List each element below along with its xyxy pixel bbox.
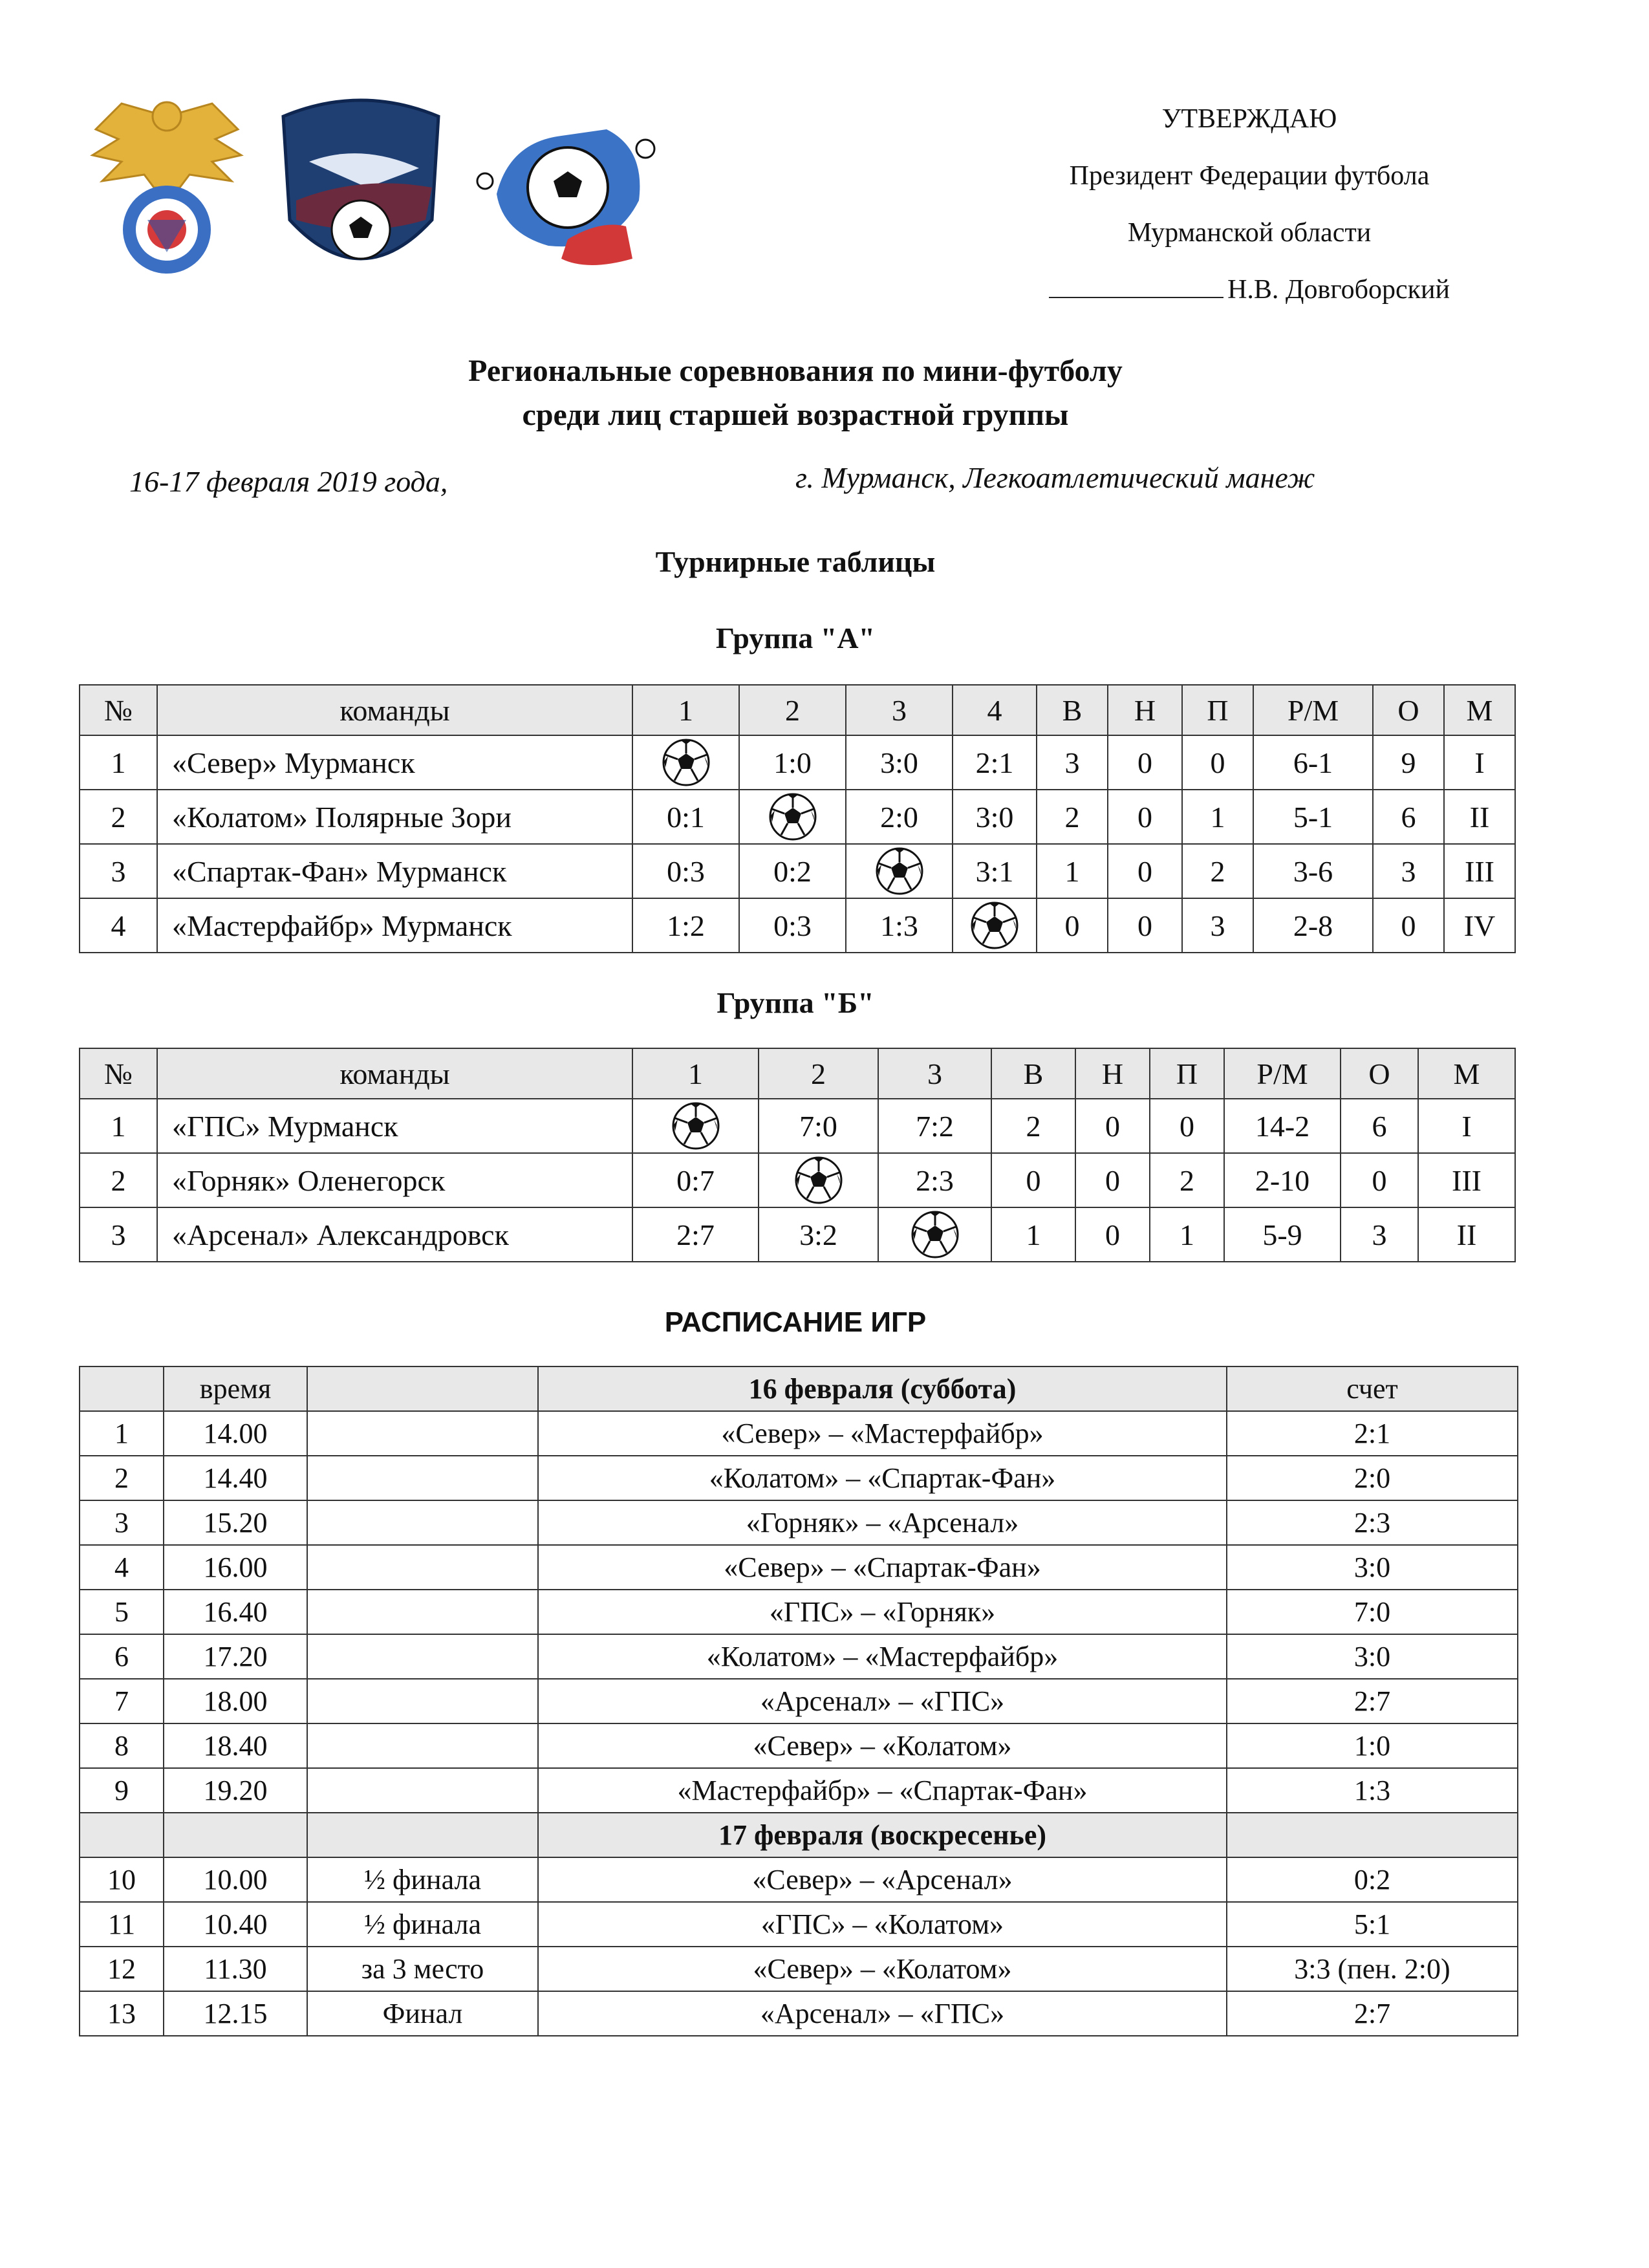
soccer-ball-icon	[759, 1153, 878, 1207]
soccer-ball-icon	[632, 735, 739, 790]
match-time: 19.20	[164, 1768, 307, 1813]
match-time: 16.40	[164, 1590, 307, 1634]
match-teams: «Север» – «Колатом»	[538, 1723, 1227, 1768]
table-cell: 2	[80, 790, 157, 844]
table-cell: 0:7	[632, 1153, 759, 1207]
table-cell: 1:0	[739, 735, 846, 790]
table-cell: III	[1418, 1153, 1515, 1207]
match-stage: за 3 место	[307, 1947, 538, 1991]
table-cell: 2-10	[1224, 1153, 1341, 1207]
match-number: 11	[80, 1902, 164, 1947]
table-cell: I	[1444, 735, 1515, 790]
match-stage: ½ финала	[307, 1902, 538, 1947]
match-number: 7	[80, 1679, 164, 1723]
match-time: 14.40	[164, 1456, 307, 1500]
table-cell: 0	[1075, 1099, 1150, 1153]
title-line1: Региональные соревнования по мини-футболу	[468, 354, 1123, 388]
group-a-header-cell: 4	[953, 685, 1037, 735]
table-cell: 7:2	[878, 1099, 991, 1153]
group-a-title: Группа "А"	[715, 621, 876, 654]
table-cell: 6-1	[1253, 735, 1373, 790]
standings-title: Турнирные таблицы	[655, 545, 936, 578]
table-cell: 3	[1182, 898, 1253, 953]
group-b-header-cell: 2	[759, 1048, 878, 1099]
match-stage	[307, 1723, 538, 1768]
schedule-header-time: время	[164, 1366, 307, 1411]
team-name: «Горняк» Оленегорск	[157, 1153, 632, 1207]
table-cell: 0	[1108, 790, 1182, 844]
table-cell: 3:0	[953, 790, 1037, 844]
match-stage	[307, 1679, 538, 1723]
match-score: 1:0	[1227, 1723, 1518, 1768]
match-number: 10	[80, 1857, 164, 1902]
day-blank	[1227, 1813, 1518, 1857]
match-teams: «Горняк» – «Арсенал»	[538, 1500, 1227, 1545]
table-cell: 1:2	[632, 898, 739, 953]
page-title	[0, 349, 1591, 437]
table-row	[80, 1153, 1515, 1207]
soccer-ball-icon	[878, 1207, 991, 1262]
group-a-header-cell: Р/М	[1253, 685, 1373, 735]
table-cell: 3:0	[846, 735, 953, 790]
team-name: «ГПС» Мурманск	[157, 1099, 632, 1153]
group-b-header-cell: №	[80, 1048, 157, 1099]
table-cell: 1	[80, 1099, 157, 1153]
table-row	[80, 1099, 1515, 1153]
table-cell: 2	[80, 1153, 157, 1207]
team-name: «Колатом» Полярные Зори	[157, 790, 632, 844]
match-score: 1:3	[1227, 1768, 1518, 1813]
group-a-header-cell: О	[1373, 685, 1444, 735]
match-teams: «ГПС» – «Колатом»	[538, 1902, 1227, 1947]
match-number: 2	[80, 1456, 164, 1500]
group-a-header-cell: В	[1037, 685, 1108, 735]
schedule-row	[80, 1679, 1518, 1723]
team-name: «Север» Мурманск	[157, 735, 632, 790]
match-teams: «ГПС» – «Горняк»	[538, 1590, 1227, 1634]
match-number: 6	[80, 1634, 164, 1679]
schedule-row	[80, 1723, 1518, 1768]
table-cell: 6	[1341, 1099, 1418, 1153]
match-teams: «Север» – «Арсенал»	[538, 1857, 1227, 1902]
schedule-day1: 16 февраля (суббота)	[538, 1366, 1227, 1411]
table-cell: 3	[80, 844, 157, 898]
match-score: 3:0	[1227, 1634, 1518, 1679]
group-b-header-cell: М	[1418, 1048, 1515, 1099]
table-cell: 3	[1341, 1207, 1418, 1262]
table-cell: 2	[1182, 844, 1253, 898]
team-name: «Мастерфайбр» Мурманск	[157, 898, 632, 953]
table-cell: 0:2	[739, 844, 846, 898]
group-a-header-cell: М	[1444, 685, 1515, 735]
table-cell: 0	[1037, 898, 1108, 953]
match-score: 2:7	[1227, 1991, 1518, 2036]
group-a-table	[79, 684, 1516, 953]
soccer-ball-icon	[953, 898, 1037, 953]
match-teams: «Север» – «Мастерфайбр»	[538, 1411, 1227, 1456]
match-teams: «Арсенал» – «ГПС»	[538, 1679, 1227, 1723]
event-dates: 16-17 февраля 2019 года,	[129, 465, 448, 498]
table-cell: 2	[1150, 1153, 1224, 1207]
table-cell: 0	[1341, 1153, 1418, 1207]
approval-line3: Мурманской области	[1127, 218, 1372, 248]
group-b-header-cell: 1	[632, 1048, 759, 1099]
fed-murmansk-logo	[471, 91, 665, 285]
match-time: 15.20	[164, 1500, 307, 1545]
schedule-title: РАСПИСАНИЕ ИГР	[664, 1306, 927, 1338]
match-stage	[307, 1768, 538, 1813]
soccer-ball-icon	[846, 844, 953, 898]
group-b-header-cell: Н	[1075, 1048, 1150, 1099]
match-number: 13	[80, 1991, 164, 2036]
match-score: 2:7	[1227, 1679, 1518, 1723]
table-cell: II	[1418, 1207, 1515, 1262]
schedule-row	[80, 1500, 1518, 1545]
table-cell: II	[1444, 790, 1515, 844]
signature-line	[1004, 261, 1495, 318]
group-b-header-cell: В	[991, 1048, 1075, 1099]
match-stage	[307, 1456, 538, 1500]
match-number: 4	[80, 1545, 164, 1590]
approval-line1: УТВЕРЖДАЮ	[1161, 104, 1337, 134]
table-cell: 1	[1182, 790, 1253, 844]
match-time: 11.30	[164, 1947, 307, 1991]
signature-blank	[1049, 271, 1223, 298]
table-cell: 0	[1075, 1207, 1150, 1262]
schedule-row	[80, 1456, 1518, 1500]
day-blank	[80, 1813, 164, 1857]
match-stage: Финал	[307, 1991, 538, 2036]
match-time: 18.40	[164, 1723, 307, 1768]
logos	[83, 91, 678, 297]
soccer-ball-icon	[739, 790, 846, 844]
table-cell: 5-9	[1224, 1207, 1341, 1262]
table-row	[80, 1207, 1515, 1262]
table-cell: 2-8	[1253, 898, 1373, 953]
schedule-table	[79, 1366, 1518, 2036]
schedule-row	[80, 1768, 1518, 1813]
event-venue: г. Мурманск, Легкоатлетический манеж	[795, 461, 1315, 494]
table-cell: 2	[1037, 790, 1108, 844]
match-time: 12.15	[164, 1991, 307, 2036]
table-cell: 0	[1108, 735, 1182, 790]
group-a-header	[80, 685, 1515, 735]
table-cell: 2	[991, 1099, 1075, 1153]
match-score: 5:1	[1227, 1902, 1518, 1947]
match-stage	[307, 1500, 538, 1545]
match-time: 17.20	[164, 1634, 307, 1679]
schedule-row	[80, 1947, 1518, 1991]
table-cell: 0	[1373, 898, 1444, 953]
match-number: 5	[80, 1590, 164, 1634]
group-a-header-cell: команды	[157, 685, 632, 735]
table-cell: 0	[1182, 735, 1253, 790]
schedule-row	[80, 1902, 1518, 1947]
match-number: 9	[80, 1768, 164, 1813]
table-cell: I	[1418, 1099, 1515, 1153]
table-cell: 3	[80, 1207, 157, 1262]
table-cell: 2:0	[846, 790, 953, 844]
table-row	[80, 735, 1515, 790]
schedule-row	[80, 1634, 1518, 1679]
table-cell: 1:3	[846, 898, 953, 953]
match-score: 3:0	[1227, 1545, 1518, 1590]
schedule-header	[80, 1366, 1518, 1411]
match-stage	[307, 1545, 538, 1590]
match-stage	[307, 1590, 538, 1634]
table-cell: 3	[1373, 844, 1444, 898]
match-time: 10.40	[164, 1902, 307, 1947]
match-number: 12	[80, 1947, 164, 1991]
match-teams: «Север» – «Спартак-Фан»	[538, 1545, 1227, 1590]
match-time: 10.00	[164, 1857, 307, 1902]
table-cell: 0	[991, 1153, 1075, 1207]
rfs-logo	[83, 91, 251, 285]
signatory: Н.В. Довгоборский	[1227, 275, 1450, 305]
group-b-header-cell: П	[1150, 1048, 1224, 1099]
title-line2: среди лиц старшей возрастной группы	[522, 398, 1069, 432]
match-score: 7:0	[1227, 1590, 1518, 1634]
table-cell: 7:0	[759, 1099, 878, 1153]
soccer-ball-icon	[632, 1099, 759, 1153]
match-time: 16.00	[164, 1545, 307, 1590]
match-stage	[307, 1634, 538, 1679]
match-score: 2:3	[1227, 1500, 1518, 1545]
table-cell: 1	[991, 1207, 1075, 1262]
match-teams: «Колатом» – «Спартак-Фан»	[538, 1456, 1227, 1500]
table-cell: 4	[80, 898, 157, 953]
table-cell: 9	[1373, 735, 1444, 790]
table-cell: 0	[1108, 844, 1182, 898]
match-number: 3	[80, 1500, 164, 1545]
match-teams: «Мастерфайбр» – «Спартак-Фан»	[538, 1768, 1227, 1813]
table-cell: 2:7	[632, 1207, 759, 1262]
team-name: «Арсенал» Александровск	[157, 1207, 632, 1262]
table-cell: 1	[1037, 844, 1108, 898]
match-score: 2:1	[1227, 1411, 1518, 1456]
table-cell: III	[1444, 844, 1515, 898]
table-cell: 2:3	[878, 1153, 991, 1207]
table-cell: 0	[1150, 1099, 1224, 1153]
team-name: «Спартак-Фан» Мурманск	[157, 844, 632, 898]
match-number: 1	[80, 1411, 164, 1456]
day-blank	[307, 1813, 538, 1857]
nw-union-logo	[270, 91, 451, 285]
match-teams: «Колатом» – «Мастерфайбр»	[538, 1634, 1227, 1679]
table-row	[80, 790, 1515, 844]
schedule-header-num	[80, 1366, 164, 1411]
table-row	[80, 844, 1515, 898]
table-cell: 0	[1075, 1153, 1150, 1207]
match-score: 3:3 (пен. 2:0)	[1227, 1947, 1518, 1991]
group-b-table	[79, 1048, 1516, 1262]
approval-line2: Президент Федерации футбола	[1069, 161, 1430, 191]
group-b-header-cell: Р/М	[1224, 1048, 1341, 1099]
match-teams: «Север» – «Колатом»	[538, 1947, 1227, 1991]
schedule-row	[80, 1857, 1518, 1902]
table-cell: 3-6	[1253, 844, 1373, 898]
group-a-header-cell: Н	[1108, 685, 1182, 735]
day-blank	[164, 1813, 307, 1857]
schedule-header-score: счет	[1227, 1366, 1518, 1411]
table-cell: 1	[80, 735, 157, 790]
table-cell: 5-1	[1253, 790, 1373, 844]
schedule-day2: 17 февраля (воскресенье)	[538, 1813, 1227, 1857]
table-row	[80, 898, 1515, 953]
group-a-header-cell: №	[80, 685, 157, 735]
match-number: 8	[80, 1723, 164, 1768]
table-cell: 0	[1108, 898, 1182, 953]
table-cell: 3:2	[759, 1207, 878, 1262]
match-score: 0:2	[1227, 1857, 1518, 1902]
schedule-row	[80, 1590, 1518, 1634]
table-cell: 3:1	[953, 844, 1037, 898]
match-teams: «Арсенал» – «ГПС»	[538, 1991, 1227, 2036]
table-cell: 0:1	[632, 790, 739, 844]
table-cell: 3	[1037, 735, 1108, 790]
schedule-row	[80, 1545, 1518, 1590]
match-stage: ½ финала	[307, 1857, 538, 1902]
match-stage	[307, 1411, 538, 1456]
schedule-row	[80, 1991, 1518, 2036]
group-a-header-cell: 1	[632, 685, 739, 735]
table-cell: IV	[1444, 898, 1515, 953]
group-b-header-cell: 3	[878, 1048, 991, 1099]
table-cell: 0:3	[739, 898, 846, 953]
group-a-header-cell: 3	[846, 685, 953, 735]
group-b-header-cell: О	[1341, 1048, 1418, 1099]
group-a-header-cell: 2	[739, 685, 846, 735]
schedule-day-row	[80, 1813, 1518, 1857]
match-score: 2:0	[1227, 1456, 1518, 1500]
table-cell: 0:3	[632, 844, 739, 898]
group-b-title: Группа "Б"	[717, 986, 874, 1019]
group-b-header-cell: команды	[157, 1048, 632, 1099]
match-time: 18.00	[164, 1679, 307, 1723]
group-b-header	[80, 1048, 1515, 1099]
match-time: 14.00	[164, 1411, 307, 1456]
schedule-header-stage	[307, 1366, 538, 1411]
group-a-header-cell: П	[1182, 685, 1253, 735]
table-cell: 14-2	[1224, 1099, 1341, 1153]
approval-block	[1004, 91, 1495, 318]
table-cell: 2:1	[953, 735, 1037, 790]
table-cell: 1	[1150, 1207, 1224, 1262]
schedule-row	[80, 1411, 1518, 1456]
table-cell: 6	[1373, 790, 1444, 844]
